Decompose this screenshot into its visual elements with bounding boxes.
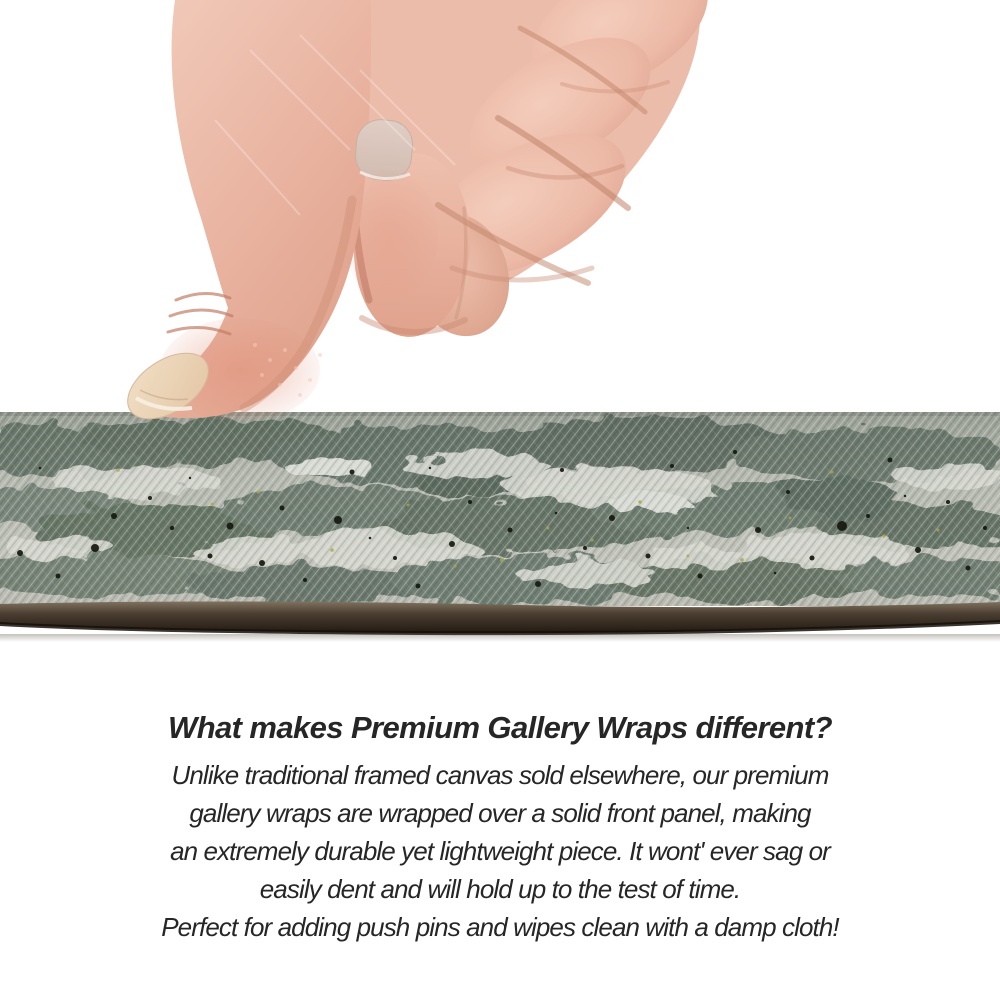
- hand-photo: [0, 0, 1000, 420]
- canvas-edge-strip: [0, 408, 1000, 642]
- body-line-1: Unlike traditional framed canvas sold elsewhere, our premium: [171, 760, 829, 790]
- marketing-copy: [0, 702, 1000, 946]
- canvas-texture: [0, 408, 1000, 642]
- body-line-3: an extremely durable yet lightweight piece. It wont' ever sag or: [170, 836, 830, 866]
- hand-pressing-illustration: [0, 0, 1000, 420]
- body-text: [0, 756, 1000, 946]
- body-line-2: gallery wraps are wrapped over a solid front panel, making: [189, 798, 811, 828]
- knuckle-redness: [342, 170, 438, 300]
- weave-texture-cross: [0, 412, 1000, 606]
- drop-shadow: [0, 634, 1000, 642]
- body-line-4: easily dent and will hold up to the test of time.: [259, 874, 741, 904]
- headline: What makes Premium Gallery Wraps different?: [168, 710, 832, 745]
- body-line-5: Perfect for adding push pins and wipes clean with a damp cloth!: [161, 912, 839, 942]
